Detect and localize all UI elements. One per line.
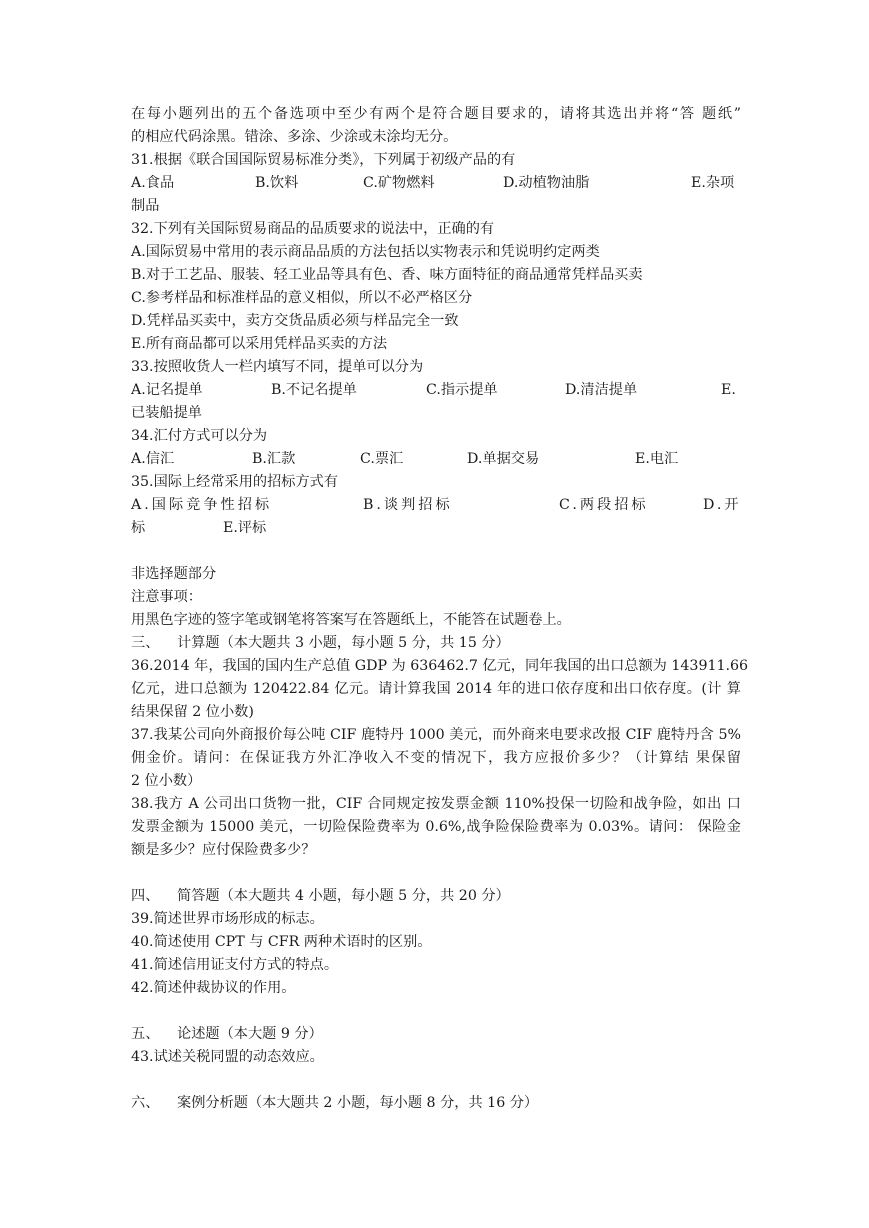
q41: 41.简述信用证支付方式的特点。: [131, 957, 339, 973]
section-6-heading: [131, 1092, 741, 1115]
q31-stem: 31.根据《联合国国际贸易标准分类》，下列属于初级产品的有: [131, 152, 516, 168]
q35-stem: 35.国际上经常采用的招标方式有: [131, 474, 339, 490]
section-4-number: 四、: [131, 888, 160, 904]
q37-line-3: 2 位小数）: [131, 773, 202, 789]
q31-option-a: A.食品: [131, 175, 175, 191]
q35-options-continued: [131, 517, 741, 540]
spacer: [131, 862, 741, 885]
q32-option-b: B.对于工艺品、服装、轻工业品等具有色、香、味方面特征的商品通常凭样品买卖: [131, 267, 643, 283]
q33-option-c: C.指示提单: [426, 382, 498, 398]
section-3-heading: [131, 632, 741, 655]
notice-title: 注意事项：: [131, 589, 202, 605]
q37-line-2: 佣金价。请问：在保证我方外汇净收入不变的情况下，我方应报价多少？（计算结 果保留: [131, 750, 741, 766]
nonchoice-title: 非选择题部分: [131, 566, 217, 582]
q31-option-c: C.矿物燃料: [363, 175, 435, 191]
q36-line-2: 亿元，进口总额为 120422.84 亿元。请计算我国 2014 年的进口依存度和出口依存度。(计 算: [131, 681, 741, 697]
q31-option-b: B.饮料: [255, 175, 299, 191]
q35-options: [131, 494, 741, 517]
instructions-line-1: 在每小题列出的五个备选项中至少有两个是符合题目要求的，请将其选出并将“答 题纸”: [131, 106, 741, 122]
q34-option-d: D.单据交易: [467, 451, 540, 467]
q31-options: [131, 172, 741, 195]
q33-option-a: A.记名提单: [131, 382, 203, 398]
section-5-title: 论述题（本大题 9 分）: [177, 1026, 323, 1042]
q33-option-b: B.不记名提单: [271, 382, 357, 398]
q40: 40.简述使用 CPT 与 CFR 两种术语时的区别。: [131, 934, 432, 950]
q34-option-e: E.电汇: [635, 451, 679, 467]
q38-line-2: 发票金额为 15000 美元，一切险保险费率为 0.6%,战争险保险费率为 0.03%。请问： 保险金: [131, 819, 741, 835]
q37-line-1: 37.我某公司向外商报价每公吨 CIF 鹿特丹 1000 美元，而外商来电要求改报 CIF 鹿特丹含 5%: [131, 727, 741, 743]
notice-text: 用黑色字迹的签字笔或钢笔将答案写在答题纸上，不能答在试题卷上。: [131, 612, 571, 628]
spacer: [131, 1000, 741, 1023]
q33-options: [131, 379, 741, 402]
q34-option-a: A.信汇: [131, 451, 175, 467]
q42: 42.简述仲裁协议的作用。: [131, 980, 296, 996]
q33-stem: 33.按照收货人一栏内填写不同，提单可以分为: [131, 359, 424, 375]
q33-option-d: D.清洁提单: [565, 382, 638, 398]
section-5-heading: [131, 1023, 741, 1046]
q34-options: [131, 448, 741, 471]
q32-option-e: E.所有商品都可以采用凭样品买卖的方法: [131, 336, 388, 352]
spacer: [131, 540, 741, 563]
instructions-line-2: 的相应代码涂黑。错涂、多涂、少涂或未涂均无分。: [131, 129, 458, 145]
section-6-title: 案例分析题（本大题共 2 小题，每小题 8 分，共 16 分）: [177, 1095, 539, 1111]
q31-option-e-continued: 制品: [131, 198, 160, 214]
q31-option-e: E.杂项: [691, 175, 735, 191]
section-4-title: 简答题（本大题共 4 小题，每小题 5 分，共 20 分）: [177, 888, 510, 904]
q33-option-e-continued: 已装船提单: [131, 405, 202, 421]
q34-option-c: C.票汇: [360, 451, 404, 467]
q35-option-b: B.谈判招标: [363, 497, 453, 513]
q35-option-d: D.开: [703, 497, 742, 513]
q36-line-3: 结果保留 2 位小数): [131, 704, 254, 720]
section-6-number: 六、: [131, 1095, 160, 1111]
q36-line-1: 36.2014 年，我国的国内生产总值 GDP 为 636462.7 亿元，同年我国的出口总额为 143911.66: [131, 658, 749, 674]
q35-option-a: A.国际竞争性招标: [131, 497, 273, 513]
q35-option-c: C.两段招标: [559, 497, 649, 513]
q32-stem: 32.下列有关国际贸易商品的品质要求的说法中，正确的有: [131, 221, 495, 237]
q38-line-1: 38.我方 A 公司出口货物一批，CIF 合同规定按发票金额 110%投保一切险和战争险，如出 口: [131, 796, 741, 812]
q33-option-e: E.: [721, 382, 736, 398]
spacer: [131, 1069, 741, 1092]
q35-option-e: E.评标: [223, 520, 267, 536]
q31-option-d: D.动植物油脂: [503, 175, 590, 191]
q34-stem: 34.汇付方式可以分为: [131, 428, 268, 444]
q38-line-3: 额是多少？应付保险费多少？: [131, 842, 316, 858]
q39: 39.简述世界市场形成的标志。: [131, 911, 324, 927]
q32-option-c: C.参考样品和标准样品的意义相似，所以不必严格区分: [131, 290, 473, 306]
q34-option-b: B.汇款: [252, 451, 296, 467]
q43: 43.试述关税同盟的动态效应。: [131, 1049, 324, 1065]
exam-page: [131, 103, 749, 1115]
section-5-number: 五、: [131, 1026, 160, 1042]
section-3-title: 计算题（本大题共 3 小题，每小题 5 分，共 15 分）: [177, 635, 510, 651]
q32-option-a: A.国际贸易中常用的表示商品品质的方法包括以实物表示和凭说明约定两类: [131, 244, 600, 260]
section-3-number: 三、: [131, 635, 160, 651]
section-4-heading: [131, 885, 741, 908]
q32-option-d: D.凭样品买卖中，卖方交货品质必须与样品完全一致: [131, 313, 459, 329]
q35-option-d-continued: 标: [131, 520, 146, 536]
